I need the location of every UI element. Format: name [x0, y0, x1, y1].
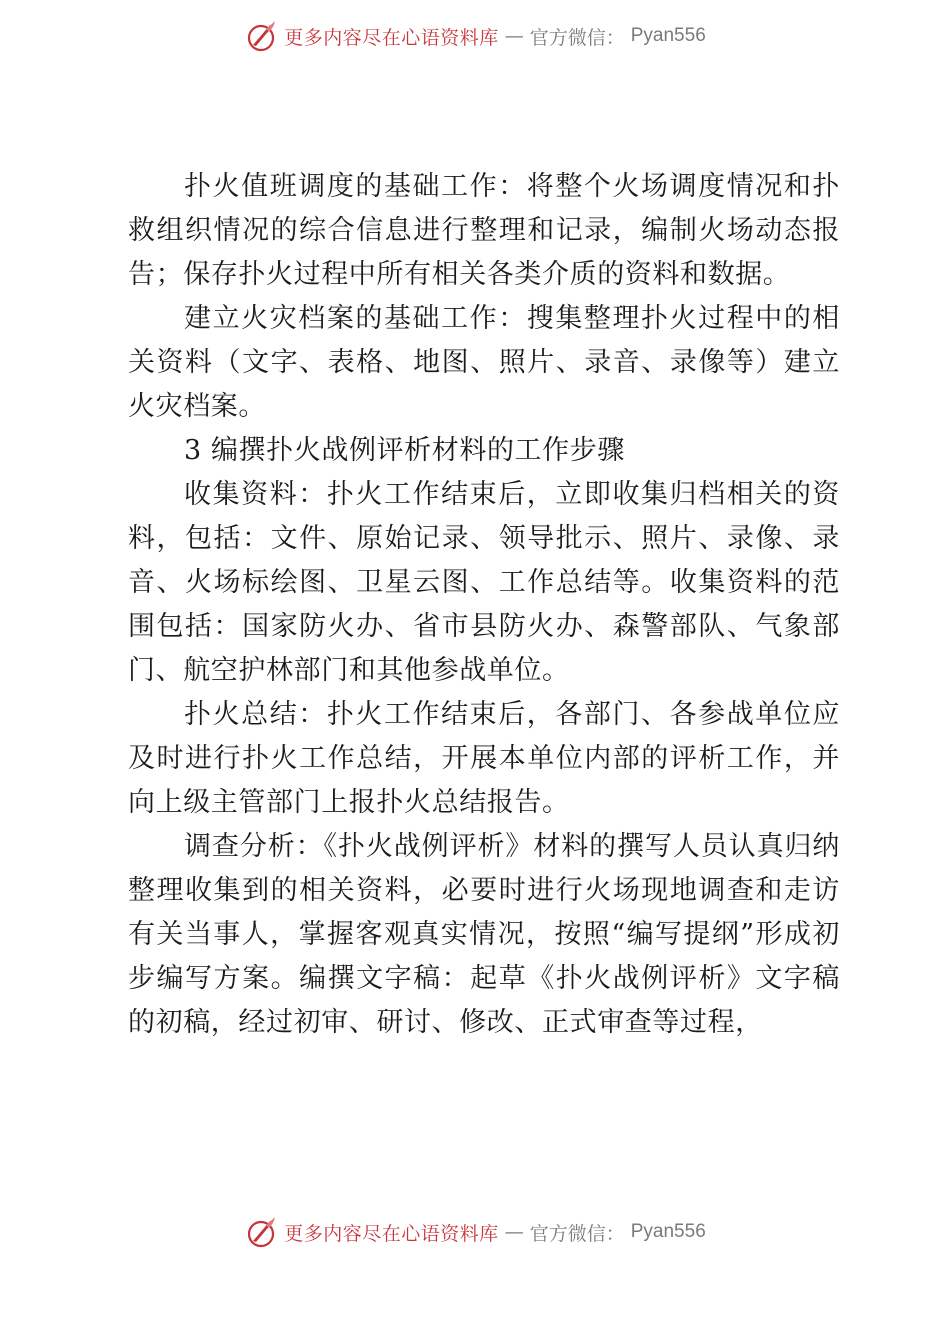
- paragraph-collect: 收集资料：扑火工作结束后，立即收集归档相关的资料，包括：文件、原始记录、领导批示、照片、录像、录音、火场标绘图、卫星云图、工作总结等。收集资料的范围包括：国家防火办、省市县防火办、森警部队、气象部门、航空护林部门和其他参战单位。: [128, 479, 840, 686]
- footer-wechat-id: Pyan556: [630, 1221, 706, 1242]
- paragraph-analysis: 调查分析：《扑火战例评析》材料的撰写人员认真归纳整理收集到的相关资料，必要时进行火场现地调查和走访有关当事人，掌握客观真实情况，按照“编写提纲”形成初步编写方案。编撰文字稿：起草《扑火战例评析》文字稿的初稿，经过初审、研讨、修改、正式审查等过程，: [128, 831, 840, 1038]
- paragraph-summary: 扑火总结：扑火工作结束后，各部门、各参战单位应及时进行扑火工作总结，开展本单位内部的评析工作，并向上级主管部门上报扑火总结报告。: [128, 699, 840, 818]
- quill-logo-icon: [244, 1215, 278, 1249]
- paragraph-dispatch: 扑火值班调度的基础工作：将整个火场调度情况和扑救组织情况的综合信息进行整理和记录，编制火场动态报告；保存扑火过程中所有相关各类介质的资料和数据。: [128, 171, 840, 290]
- header-brand-text: 更多内容尽在心语资料库: [284, 26, 499, 49]
- document-body: [128, 165, 840, 1045]
- footer-banner: [0, 1212, 950, 1252]
- header-wechat-id: Pyan556: [630, 25, 706, 46]
- header-wechat-label: 官方微信：: [529, 26, 625, 49]
- section-heading: 3 编撰扑火战例评析材料的工作步骤: [184, 435, 625, 466]
- footer-wechat-label: 官方微信：: [529, 1222, 625, 1245]
- quill-logo-icon: [244, 19, 278, 53]
- paragraph-archive: 建立火灾档案的基础工作：搜集整理扑火过程中的相关资料（文字、表格、地图、照片、录音、录像等）建立火灾档案。: [128, 303, 840, 422]
- header-banner: [0, 16, 950, 56]
- footer-brand-text: 更多内容尽在心语资料库: [284, 1222, 499, 1245]
- footer-separator: —: [504, 1221, 524, 1243]
- header-separator: —: [504, 25, 524, 47]
